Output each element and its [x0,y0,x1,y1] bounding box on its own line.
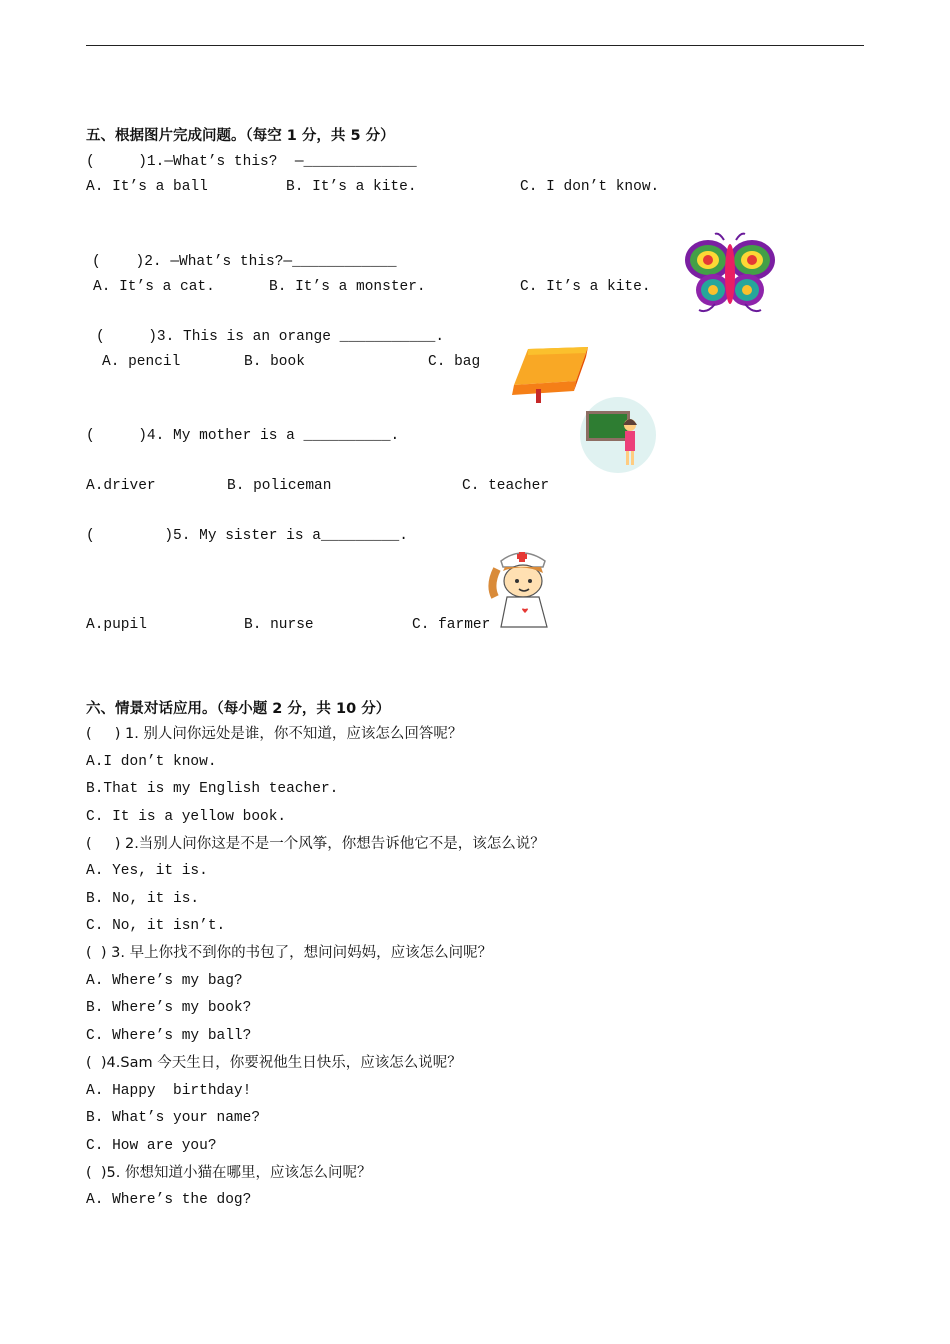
s5-q1-stem: ( )1.—What’s this? —_____________ [86,154,417,170]
s5-q2-option-a: A. It’s a cat. [93,279,215,295]
s6-q3-option-a: A. Where’s my bag? [86,973,243,989]
section5-heading: 五、根据图片完成问题。（每空 1 分，共 5 分） [86,128,395,144]
s6-q2-option-a: A. Yes, it is. [86,863,208,879]
nurse-girl-image [485,545,560,633]
s6-q5-option-a: A. Where’s the dog? [86,1192,252,1208]
s5-q4-option-a: A.driver [86,478,156,494]
s6-q4-option-b: B. What’s your name? [86,1110,261,1126]
s6-q3-option-c: C. Where’s my ball? [86,1028,252,1044]
s5-q2-stem: ( )2. —What’s this?—____________ [92,254,397,270]
s6-q4-stem: ( )4.Sam 今天生日，你要祝他生日快乐，应该怎么说呢？ [86,1055,462,1071]
s5-q2-option-c: C. It’s a kite. [520,279,651,295]
s5-q5-option-c: C. farmer [412,617,491,633]
s5-q1-option-a: A. It’s a ball [86,179,208,195]
header-rule [86,45,864,46]
s6-q3-option-b: B. Where’s my book? [86,1000,252,1016]
s5-q3-option-c: C. bag [428,354,481,370]
s5-q3-option-b: B. book [244,354,305,370]
s6-q4-option-c: C. How are you? [86,1138,217,1154]
s6-q1-stem: ( ) 1. 别人问你远处是谁，你不知道，应该怎么回答呢？ [86,726,463,742]
section6-heading: 六、情景对话应用。（每小题 2 分，共 10 分） [86,701,391,717]
s5-q5-stem: ( )5. My sister is a_________. [86,528,408,544]
s6-q3-stem: ( ) 3. 早上你找不到你的书包了，想问问妈妈，应该怎么问呢？ [86,945,493,961]
s6-q2-stem: ( ) 2.当别人问你这是不是一个风筝，你想告诉他它不是，该怎么说？ [86,836,545,852]
s5-q2-option-b: B. It’s a monster. [269,279,426,295]
s5-q5-option-a: A.pupil [86,617,147,633]
s5-q3-stem: ( )3. This is an orange ___________. [96,329,445,345]
s5-q5-option-b: B. nurse [244,617,314,633]
s5-q3-option-a: A. pencil [102,354,181,370]
s6-q1-option-c: C. It is a yellow book. [86,809,287,825]
butterfly-kite-image [683,230,777,318]
s6-q4-option-a: A. Happy birthday! [86,1083,252,1099]
s5-q1-option-c: C. I don’t know. [520,179,660,195]
s6-q5-stem: ( )5. 你想知道小猫在哪里，应该怎么问呢？ [86,1165,372,1181]
s6-q1-option-b: B.That is my English teacher. [86,781,339,797]
teacher-blackboard-image [578,395,658,475]
s5-q1-option-b: B. It’s a kite. [286,179,417,195]
s5-q4-option-b: B. policeman [227,478,332,494]
s6-q2-option-b: B. No, it is. [86,891,200,907]
s5-q4-stem: ( )4. My mother is a __________. [86,428,400,444]
s6-q1-option-a: A.I don’t know. [86,754,217,770]
s6-q2-option-c: C. No, it isn’t. [86,918,226,934]
s5-q4-option-c: C. teacher [462,478,550,494]
